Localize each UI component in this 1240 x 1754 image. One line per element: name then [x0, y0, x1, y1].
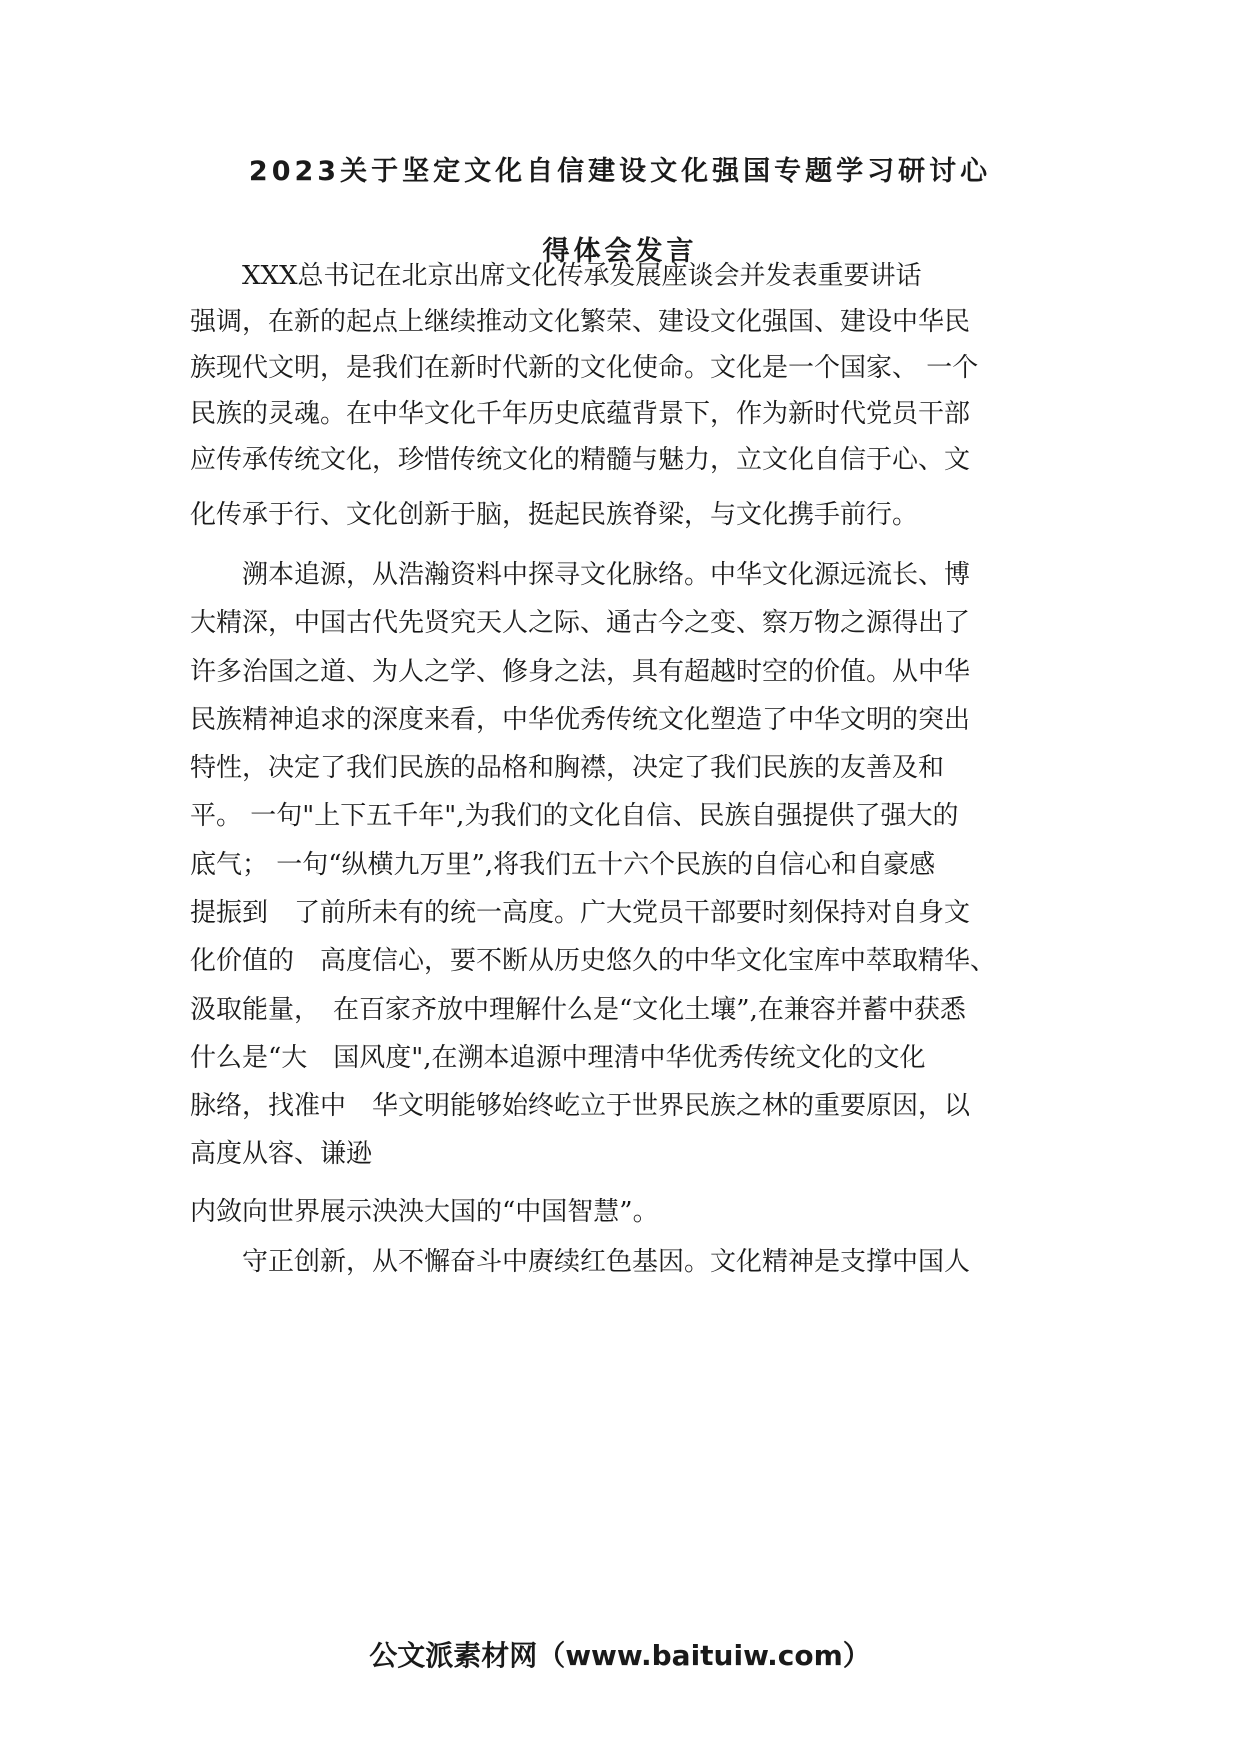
- body-line: 强调，在新的起点上继续推动文化繁荣、建设文化强国、建设中华民: [190, 307, 971, 337]
- body-line: 底气； 一句“纵横九万里”,将我们五十六个民族的自信心和自豪感: [190, 850, 936, 880]
- body-line: XXX总书记在北京出席文化传承发展座谈会并发表重要讲话: [190, 261, 922, 291]
- body-line: 守正创新，从不懈奋斗中赓续红色基因。文化精神是支撑中国人: [190, 1247, 971, 1277]
- body-line: 民族的灵魂。在中华文化千年历史底蕴背景下，作为新时代党员干部: [190, 399, 971, 429]
- footer-watermark: 公文派素材网（www.baituiw.com）: [369, 1639, 871, 1672]
- body-line: 脉络，找准中 华文明能够始终屹立于世界民族之林的重要原因，以: [190, 1091, 971, 1121]
- body-line: 化传承于行、文化创新于脑，挺起民族脊梁，与文化携手前行。: [190, 500, 919, 530]
- body-line: 应传承传统文化，珍惜传统文化的精髓与魅力，立文化自信于心、文: [190, 445, 971, 475]
- body-line: 内敛向世界展示泱泱大国的“中国智慧”。: [190, 1197, 659, 1227]
- body-line: 民族精神追求的深度来看，中华优秀传统文化塑造了中华文明的突出: [190, 705, 971, 735]
- body-line: 汲取能量， 在百家齐放中理解什么是“文化土壤”,在兼容并蓄中获悉: [190, 995, 966, 1025]
- body-line: 族现代文明，是我们在新时代新的文化使命。文化是一个国家、 一个: [190, 353, 979, 383]
- document-title-line-1: 2023关于坚定文化自信建设文化强国专题学习研讨心: [248, 156, 992, 187]
- body-line: 什么是“大 国风度",在溯本追源中理清中华优秀传统文化的文化: [190, 1043, 926, 1073]
- body-line: 溯本追源，从浩瀚资料中探寻文化脉络。中华文化源远流长、博: [190, 560, 971, 590]
- body-line: 大精深，中国古代先贤究天人之际、通古今之变、察万物之源得出了: [190, 608, 971, 638]
- document-title-line-2: 得体会发言: [542, 236, 698, 267]
- body-line: 高度从容、谦逊: [190, 1139, 373, 1169]
- body-line: 许多治国之道、为人之学、修身之法，具有超越时空的价值。从中华: [190, 657, 971, 687]
- body-line: 特性，决定了我们民族的品格和胸襟，决定了我们民族的友善及和: [190, 753, 945, 783]
- body-line: 化价值的 高度信心，要不断从历史悠久的中华文化宝库中萃取精华、: [190, 946, 997, 976]
- body-line: 提振到 了前所未有的统一高度。广大党员干部要时刻保持对自身文: [190, 898, 971, 928]
- body-line: 平。 一句"上下五千年",为我们的文化自信、民族自强提供了强大的: [190, 801, 959, 831]
